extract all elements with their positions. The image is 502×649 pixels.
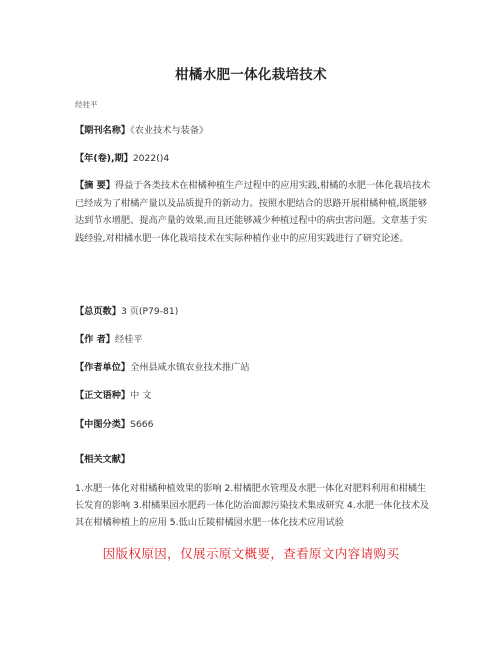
clc-label: 【中图分类】	[75, 419, 131, 430]
language-field	[75, 389, 431, 402]
clc-value: S666	[130, 419, 154, 430]
pages-value: 3 页(P79-81)	[120, 306, 179, 317]
abstract-text: 得益于各类技术在柑橘种植生产过程中的应用实践,柑橘的水肥一体化栽培技术已经成为了柑橘产量以及品质提升的新动力。按照水肥结合的思路开展柑橘种植,既能够达到节水增肥、提高产量的效果,而且还能够减少种植过程中的病虫害问题。文章基于实践经验,对柑橘水肥一体化栽培技术在实际种植作业中的应用实践进行了研究论述。	[75, 180, 431, 244]
pages-field	[75, 305, 431, 318]
journal-label: 【期刊名称】	[75, 125, 131, 136]
affiliation-value: 全州县咸水镇农业技术推广站	[130, 362, 250, 373]
language-label: 【正文语种】	[75, 390, 131, 401]
affiliation-label: 【作者单位】	[75, 362, 131, 373]
language-value: 中 文	[130, 390, 152, 401]
author-value: 经桂平	[114, 334, 143, 345]
author-field	[75, 333, 431, 346]
related-field	[75, 453, 431, 466]
clc-field	[75, 418, 431, 431]
copyright-notice: 因版权原因，仅展示原文概要，查看原文内容请购买	[102, 546, 400, 561]
abstract-label: 【摘 要】	[75, 180, 115, 191]
year-issue-value: 2022()4	[132, 153, 170, 164]
year-issue-label: 【年(卷),期】	[75, 153, 133, 164]
abstract-field	[75, 177, 431, 247]
author-line: 经桂平	[75, 100, 98, 109]
journal-value: 《农业技术与装备》	[130, 125, 209, 136]
journal-field	[75, 124, 431, 137]
related-label: 【相关文献】	[75, 454, 131, 465]
related-list: 1.水肥一体化对柑橘种植效果的影响 2.柑橘肥水管理及水肥一体化对肥料利用和柑橘生长发育的影响 3.柑橘果园水肥药一体化防治面源污染技术集成研究 4.水肥一体化技术及其在柑橘种植上的应用 5.低山丘陵柑橘园水肥一体化技术应用试验	[75, 483, 430, 528]
document-title: 柑橘水肥一体化栽培技术	[175, 67, 327, 83]
affiliation-field	[75, 361, 431, 374]
pages-label: 【总页数】	[75, 306, 121, 317]
year-issue-field	[75, 152, 431, 165]
author-label: 【作 者】	[75, 334, 115, 345]
